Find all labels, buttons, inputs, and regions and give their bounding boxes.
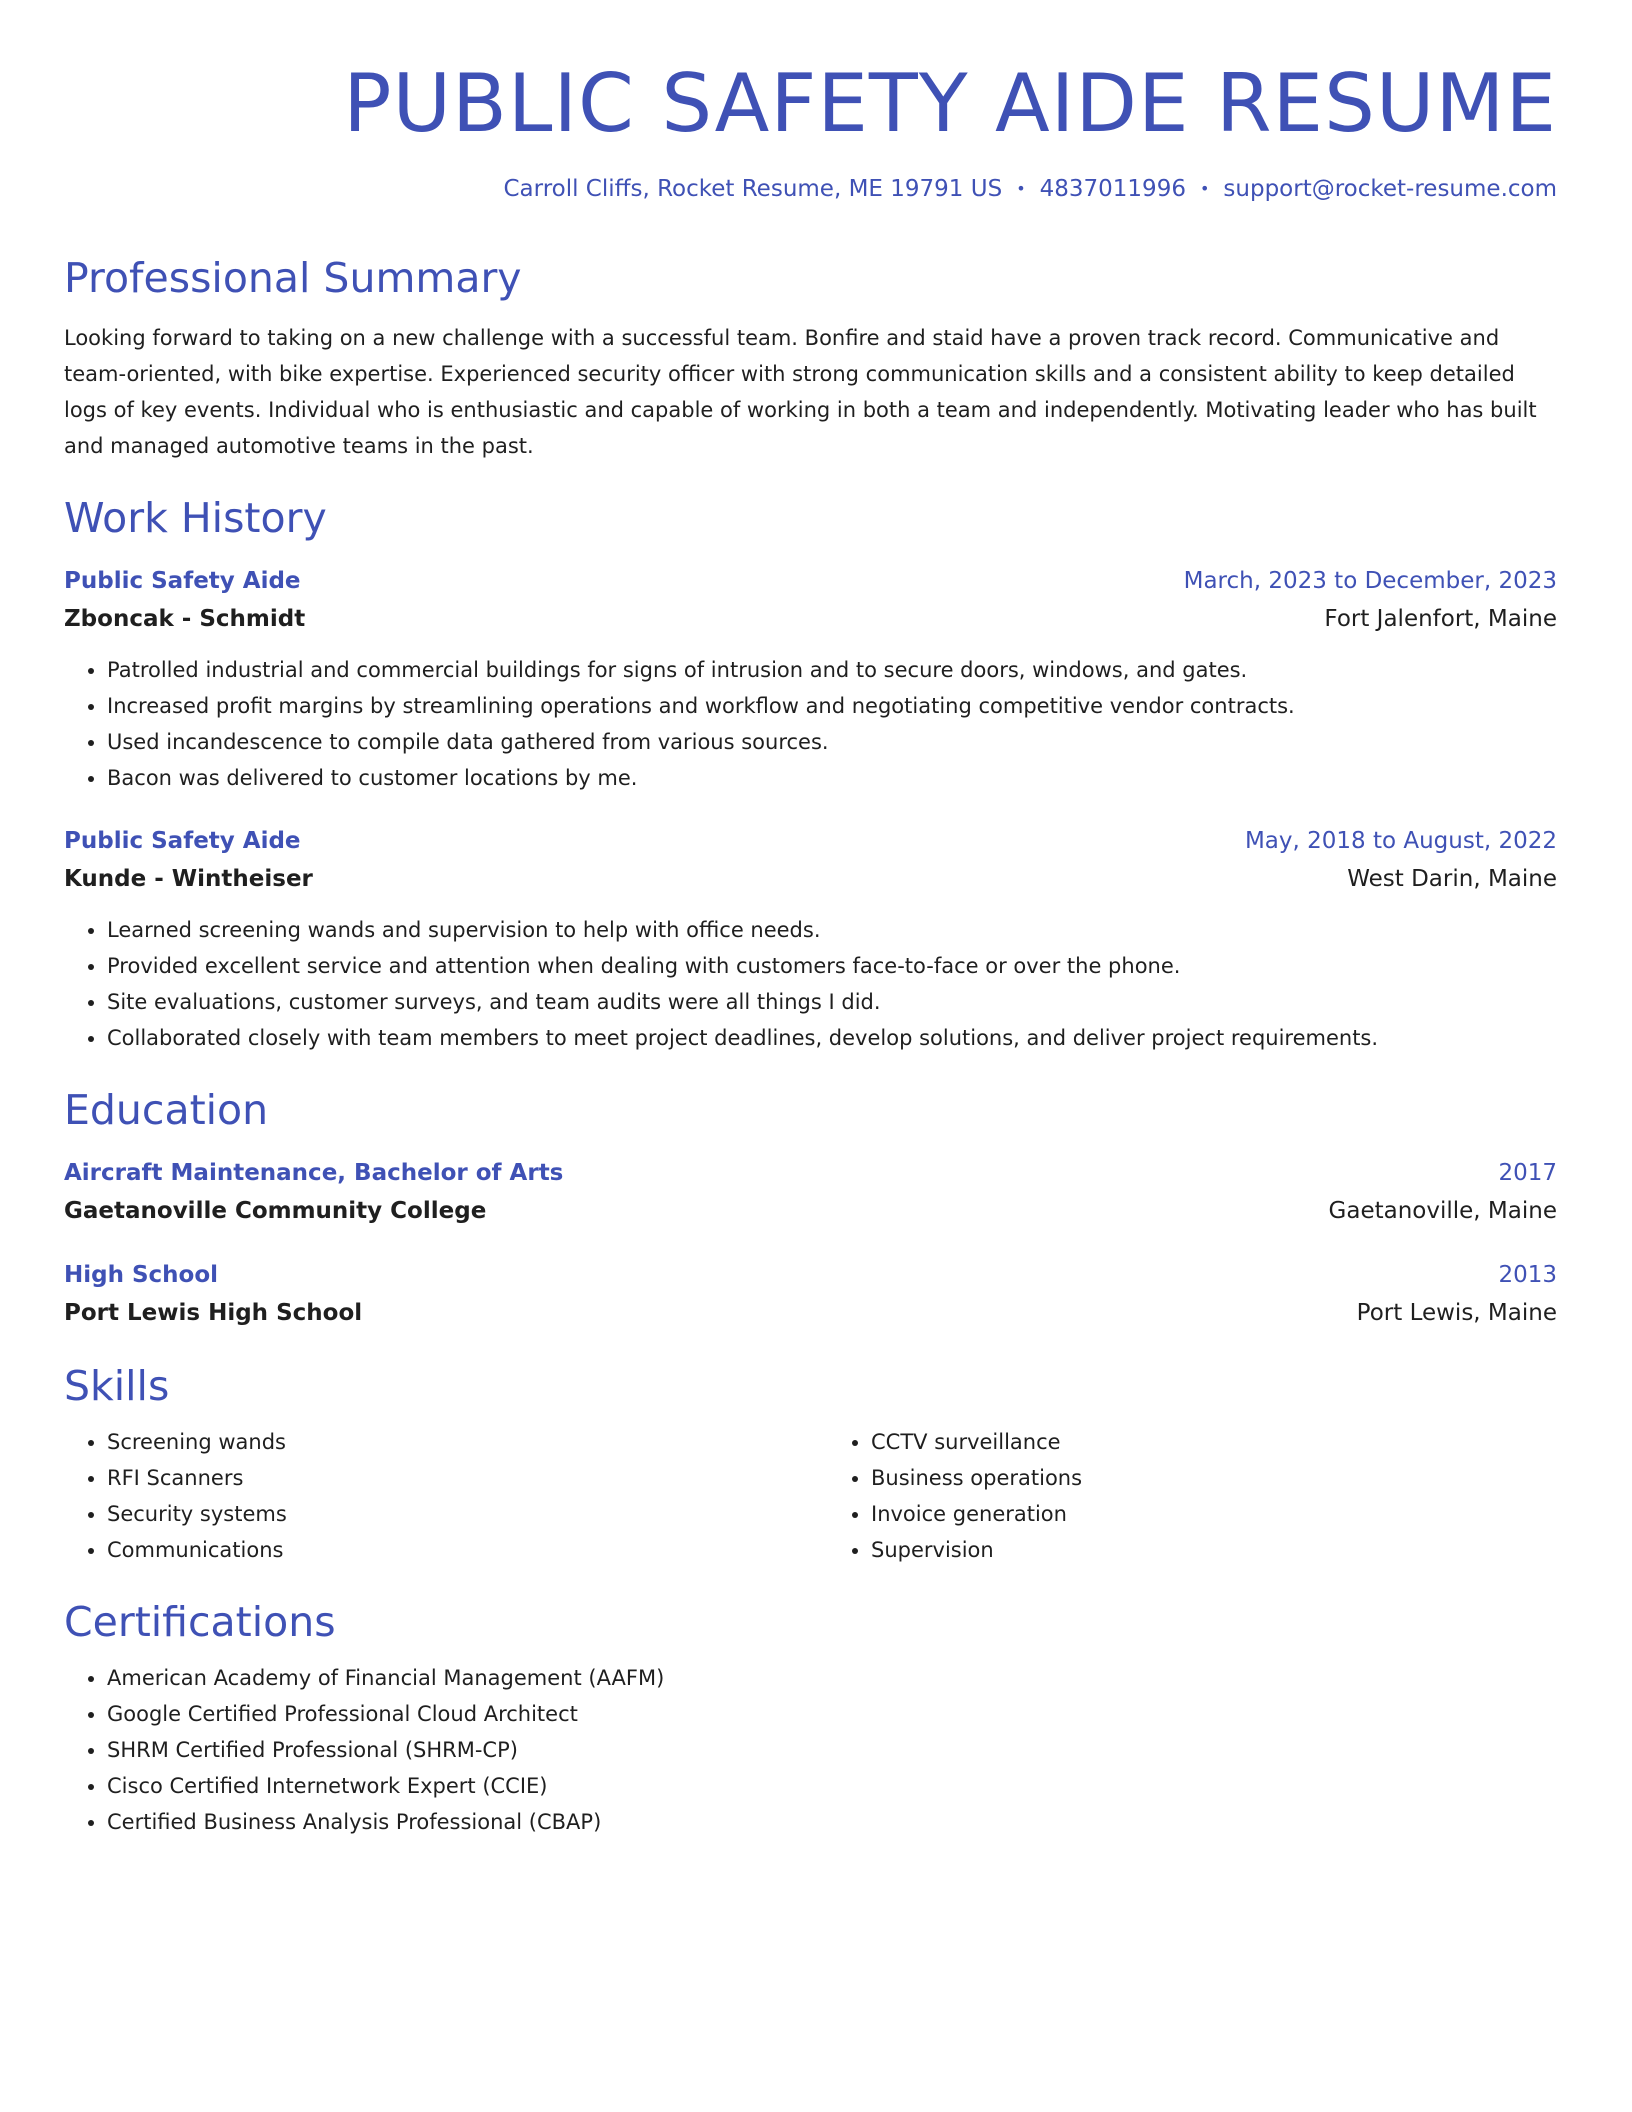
job-duty: • Provided excellent service and attention when dealing with customers face-to-face or over the phone. bbox=[107, 948, 1557, 984]
skill-item: • Screening wands bbox=[107, 1424, 793, 1460]
resume-page bbox=[64, 0, 1557, 1840]
job-title: Public Safety Aide bbox=[64, 828, 301, 854]
education-location: Gaetanoville, Maine bbox=[1328, 1198, 1557, 1224]
job-duty: • Patrolled industrial and commercial buildings for signs of intrusion and to secure doors, windows, and gates. bbox=[107, 652, 1557, 688]
job-entry bbox=[64, 562, 1557, 796]
certifications-list bbox=[64, 1660, 1557, 1840]
job-dates: May, 2018 to August, 2022 bbox=[1244, 828, 1557, 854]
education-entry bbox=[64, 1256, 1557, 1332]
education-school: Gaetanoville Community College bbox=[64, 1198, 487, 1224]
contact-email: support@rocket-resume.com bbox=[1223, 176, 1557, 202]
job-entry bbox=[64, 822, 1557, 1056]
contact-separator: • bbox=[1199, 179, 1210, 198]
summary-text: Looking forward to taking on a new challenge with a successful team. Bonfire and staid have a proven track record. Communicative and team-oriented, with bike expertise. Experienced security officer with strong communication skills and a consistent ability to keep detailed logs of key events. Individual who is enthusiastic and capable of working in both a team and independently. Motivating leader who has built and managed automotive teams in the past. bbox=[64, 326, 1537, 458]
education-school: Port Lewis High School bbox=[64, 1300, 363, 1326]
summary-heading: Professional Summary bbox=[64, 254, 522, 302]
job-title: Public Safety Aide bbox=[64, 568, 301, 594]
skill-item: • Business operations bbox=[871, 1460, 1557, 1496]
job-duty: • Collaborated closely with team members to meet project deadlines, develop solutions, and deliver project requirements. bbox=[107, 1020, 1557, 1056]
education-degree: Aircraft Maintenance, Bachelor of Arts bbox=[64, 1160, 564, 1186]
job-duty: • Increased profit margins by streamlining operations and workflow and negotiating competitive vendor contracts. bbox=[107, 688, 1557, 724]
certification-item: • American Academy of Financial Management (AAFM) bbox=[107, 1660, 1557, 1696]
skill-item: • Invoice generation bbox=[871, 1496, 1557, 1532]
skill-item: • Supervision bbox=[871, 1532, 1557, 1568]
certification-item: • Google Certified Professional Cloud Architect bbox=[107, 1696, 1557, 1732]
job-duties-list bbox=[64, 912, 1557, 1056]
resume-title: PUBLIC SAFETY AIDE RESUME bbox=[343, 57, 1557, 150]
education-year: 2017 bbox=[1498, 1160, 1557, 1186]
skill-item: • RFI Scanners bbox=[107, 1460, 793, 1496]
skills-list-right bbox=[828, 1424, 1557, 1568]
skill-item: • CCTV surveillance bbox=[871, 1424, 1557, 1460]
contact-line bbox=[64, 174, 1557, 204]
contact-address: Carroll Cliffs, Rocket Resume, ME 19791 US bbox=[503, 176, 1003, 202]
job-company: Kunde - Wintheiser bbox=[64, 866, 313, 892]
skills-list-left bbox=[64, 1424, 793, 1568]
job-duty: • Used incandescence to compile data gathered from various sources. bbox=[107, 724, 1557, 760]
job-company: Zboncak - Schmidt bbox=[64, 606, 306, 632]
job-location: Fort Jalenfort, Maine bbox=[1324, 606, 1557, 632]
skill-item: • Communications bbox=[107, 1532, 793, 1568]
job-duty: • Site evaluations, customer surveys, and team audits were all things I did. bbox=[107, 984, 1557, 1020]
skills-columns bbox=[64, 1424, 1557, 1568]
job-duties-list bbox=[64, 652, 1557, 796]
certification-item: • SHRM Certified Professional (SHRM-CP) bbox=[107, 1732, 1557, 1768]
job-dates: March, 2023 to December, 2023 bbox=[1183, 568, 1557, 594]
education-heading: Education bbox=[64, 1086, 269, 1134]
job-duty: • Learned screening wands and supervision to help with office needs. bbox=[107, 912, 1557, 948]
certifications-heading: Certifications bbox=[64, 1598, 336, 1646]
certification-item: • Certified Business Analysis Professional (CBAP) bbox=[107, 1804, 1557, 1840]
skills-heading: Skills bbox=[64, 1362, 170, 1410]
contact-separator: • bbox=[1016, 179, 1026, 198]
contact-phone: 4837011996 bbox=[1039, 176, 1186, 202]
job-duty: • Bacon was delivered to customer locations by me. bbox=[107, 760, 1557, 796]
education-location: Port Lewis, Maine bbox=[1356, 1300, 1557, 1326]
skill-item: • Security systems bbox=[107, 1496, 793, 1532]
certification-item: • Cisco Certified Internetwork Expert (CCIE) bbox=[107, 1768, 1557, 1804]
work-history-heading: Work History bbox=[64, 494, 327, 542]
job-location: West Darin, Maine bbox=[1347, 866, 1557, 892]
education-year: 2013 bbox=[1498, 1262, 1557, 1288]
education-degree: High School bbox=[64, 1262, 219, 1288]
education-entry bbox=[64, 1154, 1557, 1230]
